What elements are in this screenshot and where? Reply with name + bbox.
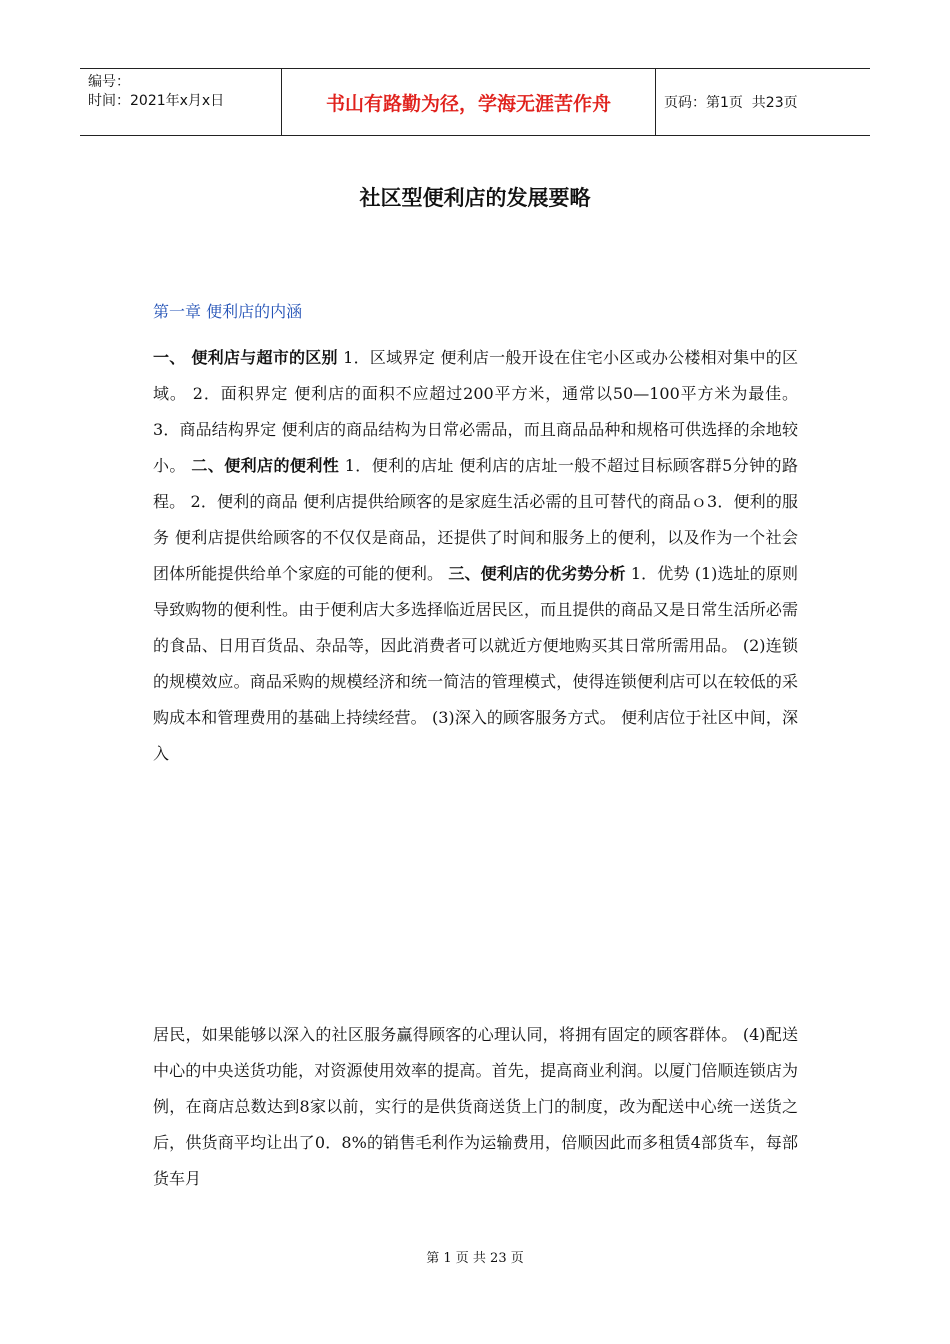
section-text-1: 1．区域界定 便利店一般开设在住宅小区或办公楼相对集中的区域。 2．面积界定 便利店的面积不应超过200平方米，通常以50—100平方米为最佳。 3．商品结构界定 便利店的商品结构为日常必需品，而且商品品种和规格可供选择的余地较小。 — [153, 348, 798, 475]
section-text-3: 1．优势 (1)选址的原则导致购物的便利性。由于便利店大多选择临近居民区，而且提供的商品又是日常生活所必需的食品、日用百货品、杂品等，因此消费者可以就近方便地购买其日常所需用品。 (2)连锁的规模效应。商品采购的规模经济和统一简洁的管理模式，使得连锁便利店可以在较低的采购成本和管理费用的基础上持续经营。 (3)深入的顾客服务方式。 便利店位于社区中间，深入 — [153, 564, 798, 763]
section-heading-3: 三、便利店的优劣势分析 — [448, 564, 626, 583]
document-header-table — [80, 68, 870, 136]
chapter-heading: 第一章 便利店的内涵 — [153, 302, 303, 321]
header-motto-cell — [281, 69, 656, 135]
section-text-2: 1．便利的店址 便利店的店址一般不超过目标顾客群5分钟的路程。 2．便利的商品 便利店提供给顾客的是家庭生活必需的且可替代的商品ｏ3．便利的服务 便利店提供给顾客的不仅仅是商品，还提供了时间和服务上的便利，以及作为一个社会团体所能提供给单个家庭的可能的便利。 — [153, 456, 798, 583]
section-heading-2: 二、便利店的便利性 — [191, 456, 340, 475]
continuation-paragraph: 居民，如果能够以深入的社区服务赢得顾客的心理认同，将拥有固定的顾客群体。 (4)配送中心的中央送货功能，对资源使用效率的提高。首先，提高商业利润。以厦门倍顺连锁店为例，在商店总数达到8家以前，实行的是供货商送货上门的制度，改为配送中心统一送货之后，供货商平均让出了0．8%的销售毛利作为运输费用，倍顺因此而多租赁4部货车，每部货车月 — [153, 1025, 798, 1188]
motto-text: 书山有路勤为径，学海无涯苦作舟 — [325, 92, 611, 115]
section-heading-1: 一、 便利店与超市的区别 — [153, 348, 338, 367]
header-meta-cell — [80, 69, 281, 135]
page-footer: 第 1 页 共 23 页 — [426, 1251, 524, 1266]
body-paragraph — [153, 340, 798, 772]
header-page-cell — [656, 69, 870, 135]
document-title: 社区型便利店的发展要略 — [359, 186, 591, 210]
number-label: 编号： — [88, 74, 130, 90]
time-label: 时间：2021年x月x日 — [88, 93, 225, 109]
page-label: 页码：第1页 共23页 — [664, 95, 798, 111]
